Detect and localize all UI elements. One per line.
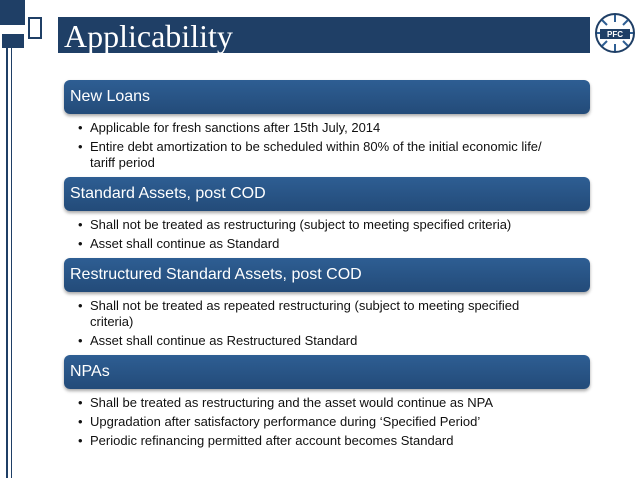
bullet-list: [64, 120, 590, 171]
corner-decoration-block: [2, 34, 24, 48]
section-npas: [64, 355, 590, 449]
corner-decoration-square: [0, 0, 25, 25]
section-header: New Loans: [64, 80, 590, 114]
bullet-item: • Periodic refinancing permitted after account becomes Standard: [78, 433, 556, 449]
bullet-item: • Asset shall continue as Restructured Standard: [78, 333, 556, 349]
content-area: [64, 80, 590, 455]
section-standard-assets: [64, 177, 590, 252]
bullet-item: • Upgradation after satisfactory performance during ‘Specified Period’: [78, 414, 556, 430]
section-restructured-assets: [64, 258, 590, 349]
pfc-logo-icon: [594, 12, 636, 54]
bullet-item: • Entire debt amortization to be scheduled within 80% of the initial economic life/ tariff period: [78, 139, 556, 171]
bullet-item: • Asset shall continue as Standard: [78, 236, 556, 252]
bullet-list: [64, 298, 590, 349]
section-header: Standard Assets, post COD: [64, 177, 590, 211]
slide-title: Applicability: [58, 17, 590, 53]
left-vertical-line: [6, 48, 8, 478]
logo-text: PFC: [607, 30, 623, 39]
bullet-item: • Shall not be treated as restructuring (subject to meeting specified criteria): [78, 217, 556, 233]
section-header: Restructured Standard Assets, post COD: [64, 258, 590, 292]
bullet-list: [64, 395, 590, 449]
corner-decoration-outline: [28, 17, 42, 39]
left-vertical-line-2: [11, 48, 12, 478]
bullet-list: [64, 217, 590, 252]
bullet-item: • Shall be treated as restructuring and the asset would continue as NPA: [78, 395, 556, 411]
section-header: NPAs: [64, 355, 590, 389]
section-new-loans: [64, 80, 590, 171]
bullet-item: • Shall not be treated as repeated restructuring (subject to meeting specified criteria): [78, 298, 556, 330]
bullet-item: • Applicable for fresh sanctions after 15th July, 2014: [78, 120, 556, 136]
